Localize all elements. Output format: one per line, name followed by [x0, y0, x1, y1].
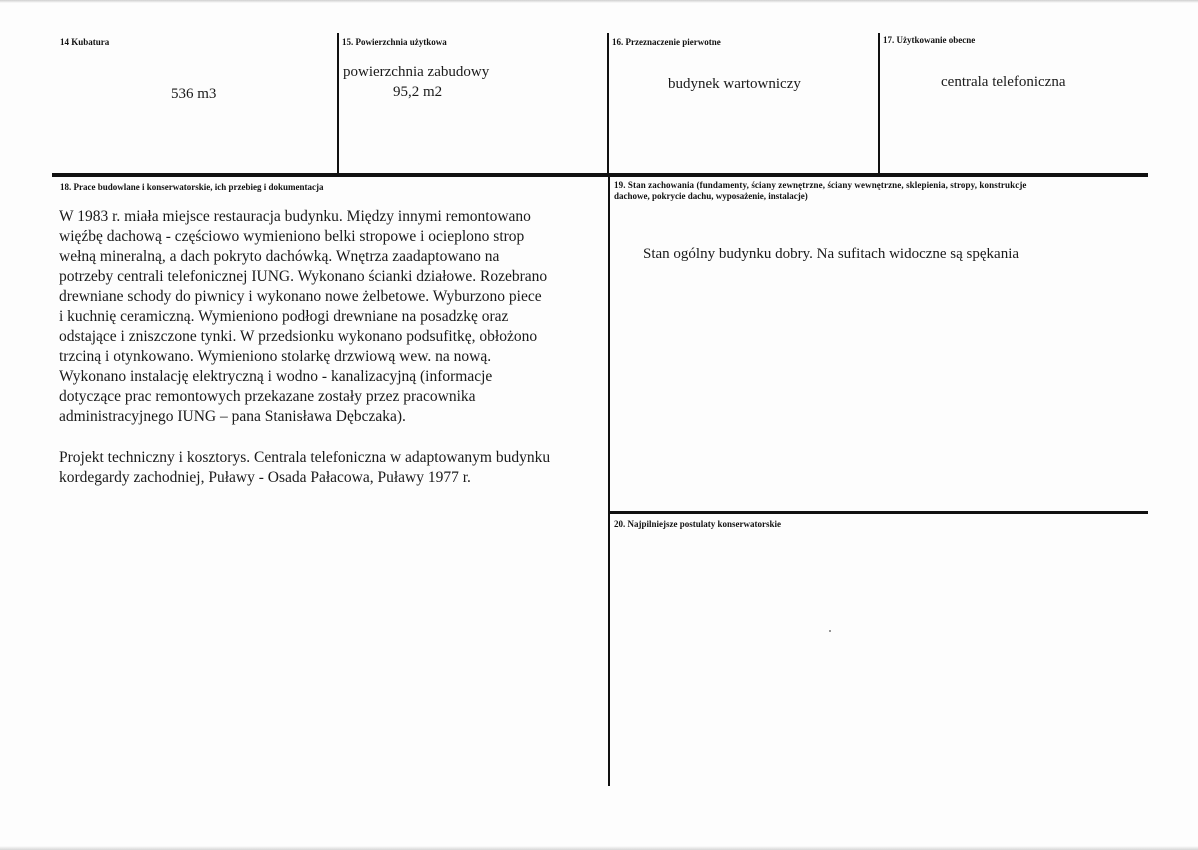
- divider-15-16: [607, 33, 609, 174]
- field-18-line: administracyjnego IUNG – pana Stanisława Dębczaka).: [59, 408, 406, 425]
- field-14-label: 14 Kubatura: [60, 37, 110, 47]
- field-20-label: 20. Najpilniejsze postulaty konserwatorskie: [614, 519, 781, 529]
- field-18-line: odstające i zniszczone tynki. W przedsionku wykonano podsufitkę, obłożono: [59, 328, 538, 345]
- field-18-line: W 1983 r. miała miejsce restauracja budynku. Między innymi remontowano: [59, 208, 531, 225]
- field-18-line: dotyczące prac remontowych przekazane zostały przez pracownika: [59, 388, 476, 405]
- field-15-label: 15. Powierzchnia użytkowa: [342, 37, 447, 47]
- field-18-line: Projekt techniczny i kosztorys. Centrala telefoniczna w adaptowanym budynku: [59, 449, 551, 466]
- field-19-label-line1: 19. Stan zachowania (fundamenty, ściany zewnętrzne, ściany wewnętrzne, sklepienia, stropy, konstrukcje: [614, 180, 1027, 190]
- field-14-value: 536 m3: [171, 86, 217, 102]
- divider-14-15: [337, 33, 339, 174]
- field-16-value: budynek wartowniczy: [668, 76, 801, 92]
- scan-speck: [829, 630, 831, 632]
- field-18-line: wełną mineralną, a dach pokryto dachówką. Wnętrza zaadaptowano na: [59, 248, 500, 265]
- divider-center: [608, 176, 610, 786]
- scan-edge-bottom: [0, 846, 1198, 850]
- field-18-line: kordegardy zachodniej, Puławy - Osada Pałacowa, Puławy 1977 r.: [59, 469, 471, 486]
- scan-edge-top: [0, 0, 1198, 3]
- field-18-line: więźbę dachową - częściowo wymieniono belki stropowe i ocieplono strop: [59, 228, 525, 245]
- field-18-line: drewniane schody do piwnicy i wykonano nowe żelbetowe. Wyburzono piece: [59, 288, 542, 305]
- field-18-paragraph-1: [59, 207, 547, 427]
- field-15-value-line1: powierzchnia zabudowy: [343, 64, 490, 80]
- field-19-value: Stan ogólny budynku dobry. Na sufitach widoczne są spękania: [643, 246, 1020, 262]
- field-18-line: i kuchnię ceramiczną. Wymieniono podłogi drewniane na posadzkę oraz: [59, 308, 509, 325]
- field-19-label: [614, 180, 1144, 202]
- field-18-line: Wykonano instalację elektryczną i wodno - kanalizacyjną (informacje: [59, 368, 493, 385]
- divider-16-17: [878, 33, 880, 174]
- field-19-label-line2: dachowe, pokrycie dachu, wyposażenie, instalacje): [614, 191, 808, 201]
- field-18-label: 18. Prace budowlane i konserwatorskie, ich przebieg i dokumentacja: [60, 182, 324, 192]
- field-17-value: centrala telefoniczna: [941, 74, 1066, 90]
- field-18-line: potrzeby centrali telefonicznej IUNG. Wykonano ścianki działowe. Rozebrano: [59, 268, 548, 285]
- section-divider-top: [52, 173, 1148, 177]
- field-18-paragraph-2: [59, 448, 550, 488]
- field-16-label: 16. Przeznaczenie pierwotne: [612, 37, 721, 47]
- section-divider-right: [610, 511, 1148, 514]
- field-15-value-line2: 95,2 m2: [393, 84, 443, 100]
- field-18-line: trzciną i otynkowano. Wymieniono stolarkę drzwiową wew. na nową.: [59, 348, 492, 365]
- field-17-label: 17. Użytkowanie obecne: [883, 35, 976, 45]
